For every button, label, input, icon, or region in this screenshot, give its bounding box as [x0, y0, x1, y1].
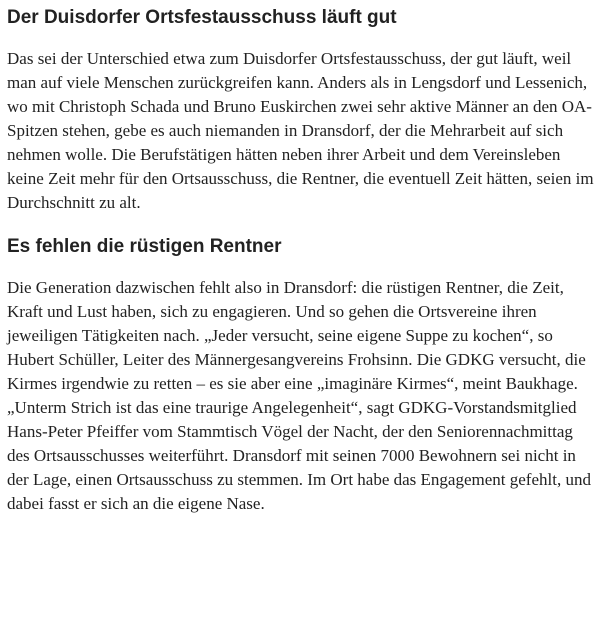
section-heading: Es fehlen die rüstigen Rentner: [7, 236, 282, 257]
body-paragraph: Das sei der Unterschied etwa zum Duisdorfer Ortsfestausschuss, der gut läuft, weil man auf viele Menschen zurückgreifen kann. Anders als in Lengsdorf und Lessenich, wo mit Christoph Schada und Bruno Euskirchen zwei sehr aktive Männer an den OA-Spitzen stehen, gebe es auch niemanden in Dransdorf, der die Mehrarbeit auf sich nehmen wolle. Die Berufstätigen hätten neben ihrer Arbeit und dem Vereinsleben keine Zeit mehr für den Ortsausschuss, die Rentner, die eventuell Zeit hätten, seien im Durchschnitt zu alt.: [7, 49, 594, 212]
section-heading: Der Duisdorfer Ortsfestausschuss läuft gut: [7, 7, 397, 28]
article-body: [7, 0, 595, 516]
body-paragraph: Die Generation dazwischen fehlt also in Dransdorf: die rüstigen Rentner, die Zeit, Kraft und Lust haben, sich zu engagieren. Und so gehen die Ortsvereine ihren jeweiligen Tätigkeiten nach. „Jeder versucht, seine eigene Suppe zu kochen“, so Hubert Schüller, Leiter des Männergesangvereins Frohsinn. Die GDKG versucht, die Kirmes irgendwie zu retten – es sie aber eine „imaginäre Kirmes“, meint Baukhage. „Unterm Strich ist das eine traurige Angelegenheit“, sagt GDKG-Vorstandsmitglied Hans-Peter Pfeiffer vom Stammtisch Vögel der Nacht, der den Seniorennachmittag des Ortsausschusses weiterführt. Dransdorf mit seinen 7000 Bewohnern sei nicht in der Lage, einen Ortsausschuss zu stemmen. Im Ort habe das Engagement gefehlt, und dabei fasst er sich an die eigene Nase.: [7, 278, 591, 513]
